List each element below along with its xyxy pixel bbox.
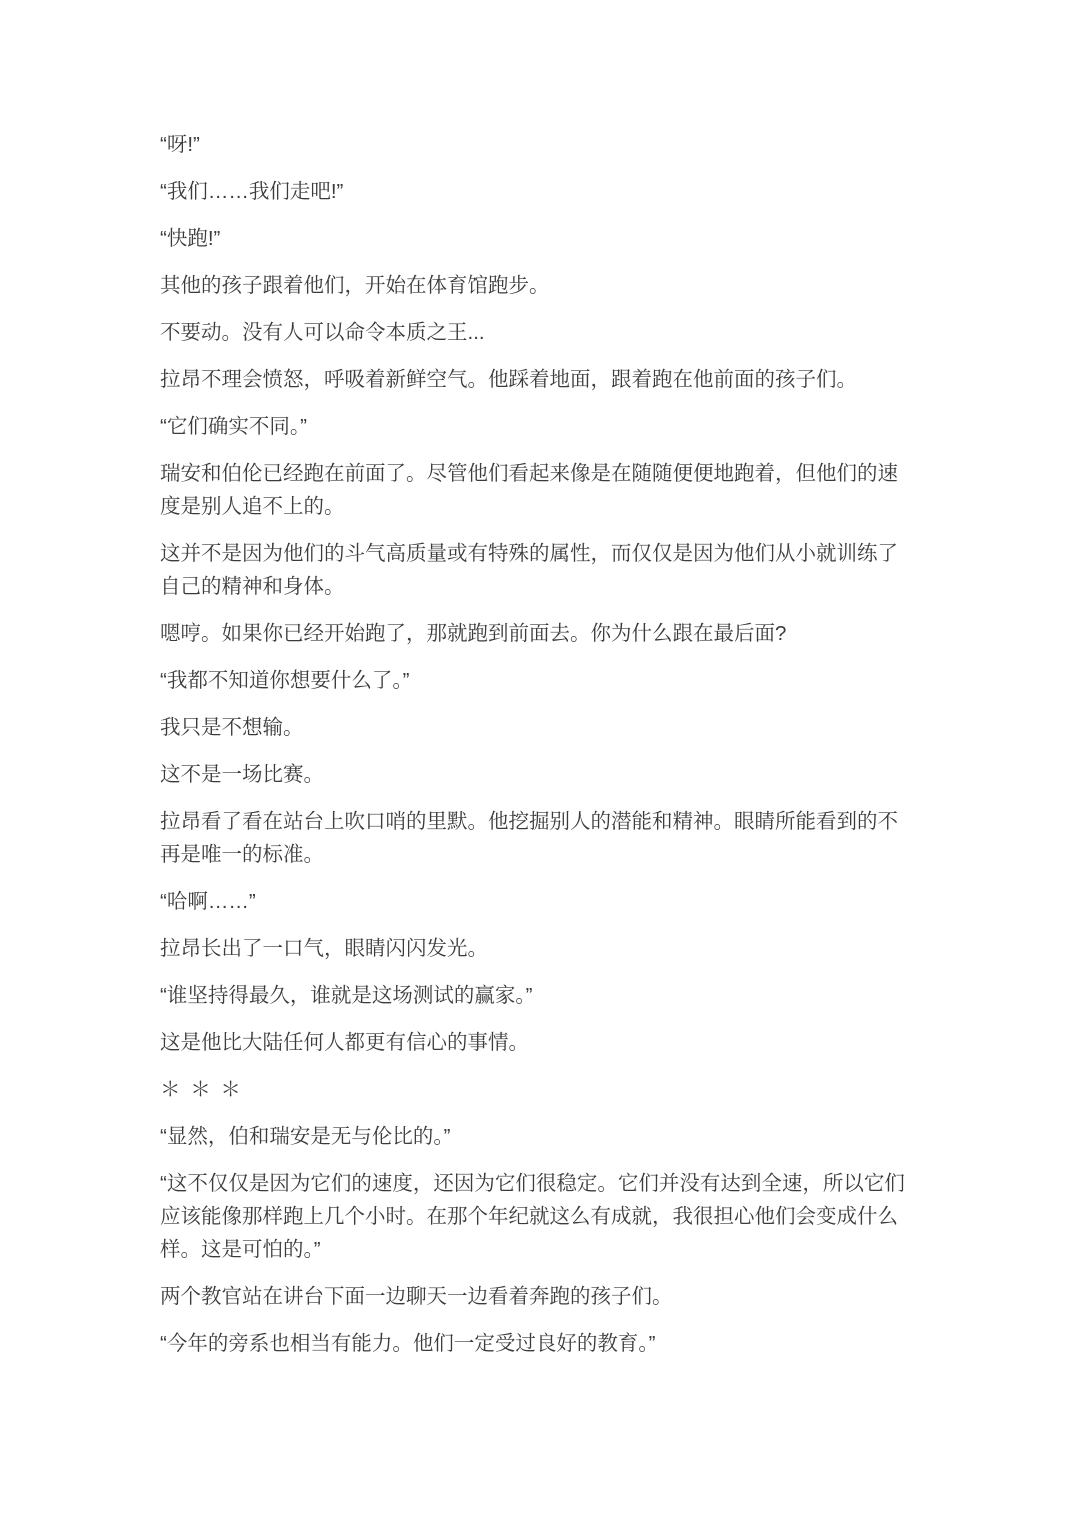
paragraph: 不要动。没有人可以命令本质之王... <box>160 321 485 344</box>
scene-separator: ＊ ＊ ＊ <box>160 1078 243 1101</box>
paragraph: “哈啊……” <box>160 890 256 913</box>
paragraph: 嗯哼。如果你已经开始跑了，那就跑到前面去。你为什么跟在最后面? <box>160 622 787 645</box>
paragraph: 拉昂不理会愤怒，呼吸着新鲜空气。他踩着地面，跟着跑在他前面的孩子们。 <box>160 368 857 391</box>
paragraph: “呀!” <box>160 133 200 156</box>
paragraph: 这不是一场比赛。 <box>160 763 324 786</box>
paragraph: “快跑!” <box>160 227 221 250</box>
paragraph: 我只是不想输。 <box>160 716 304 739</box>
paragraph: 拉昂长出了一口气，眼睛闪闪发光。 <box>160 937 488 960</box>
paragraph: “我都不知道你想要什么了。” <box>160 669 410 692</box>
document-content <box>160 128 916 1374</box>
paragraph: 这是他比大陆任何人都更有信心的事情。 <box>160 1031 529 1054</box>
paragraph: “我们……我们走吧!” <box>160 180 344 203</box>
paragraph: “今年的旁系也相当有能力。他们一定受过良好的教育。” <box>160 1332 656 1355</box>
paragraph: “谁坚持得最久，谁就是这场测试的赢家。” <box>160 984 533 1007</box>
paragraph: 瑞安和伯伦已经跑在前面了。尽管他们看起来像是在随随便便地跑着，但他们的速度是别人追不上的。 <box>160 462 898 518</box>
paragraph: “它们确实不同。” <box>160 415 307 438</box>
paragraph: 这并不是因为他们的斗气高质量或有特殊的属性，而仅仅是因为他们从小就训练了自己的精神和身体。 <box>160 542 898 598</box>
paragraph: “这不仅仅是因为它们的速度，还因为它们很稳定。它们并没有达到全速，所以它们应该能像那样跑上几个小时。在那个年纪就这么有成就，我很担心他们会变成什么样。这是可怕的。” <box>160 1172 905 1261</box>
paragraph: 两个教官站在讲台下面一边聊天一边看着奔跑的孩子们。 <box>160 1285 673 1308</box>
paragraph: “显然，伯和瑞安是无与伦比的。” <box>160 1125 451 1148</box>
paragraph: 拉昂看了看在站台上吹口哨的里默。他挖掘别人的潜能和精神。眼睛所能看到的不再是唯一的标准。 <box>160 810 898 866</box>
paragraph: 其他的孩子跟着他们，开始在体育馆跑步。 <box>160 274 550 297</box>
